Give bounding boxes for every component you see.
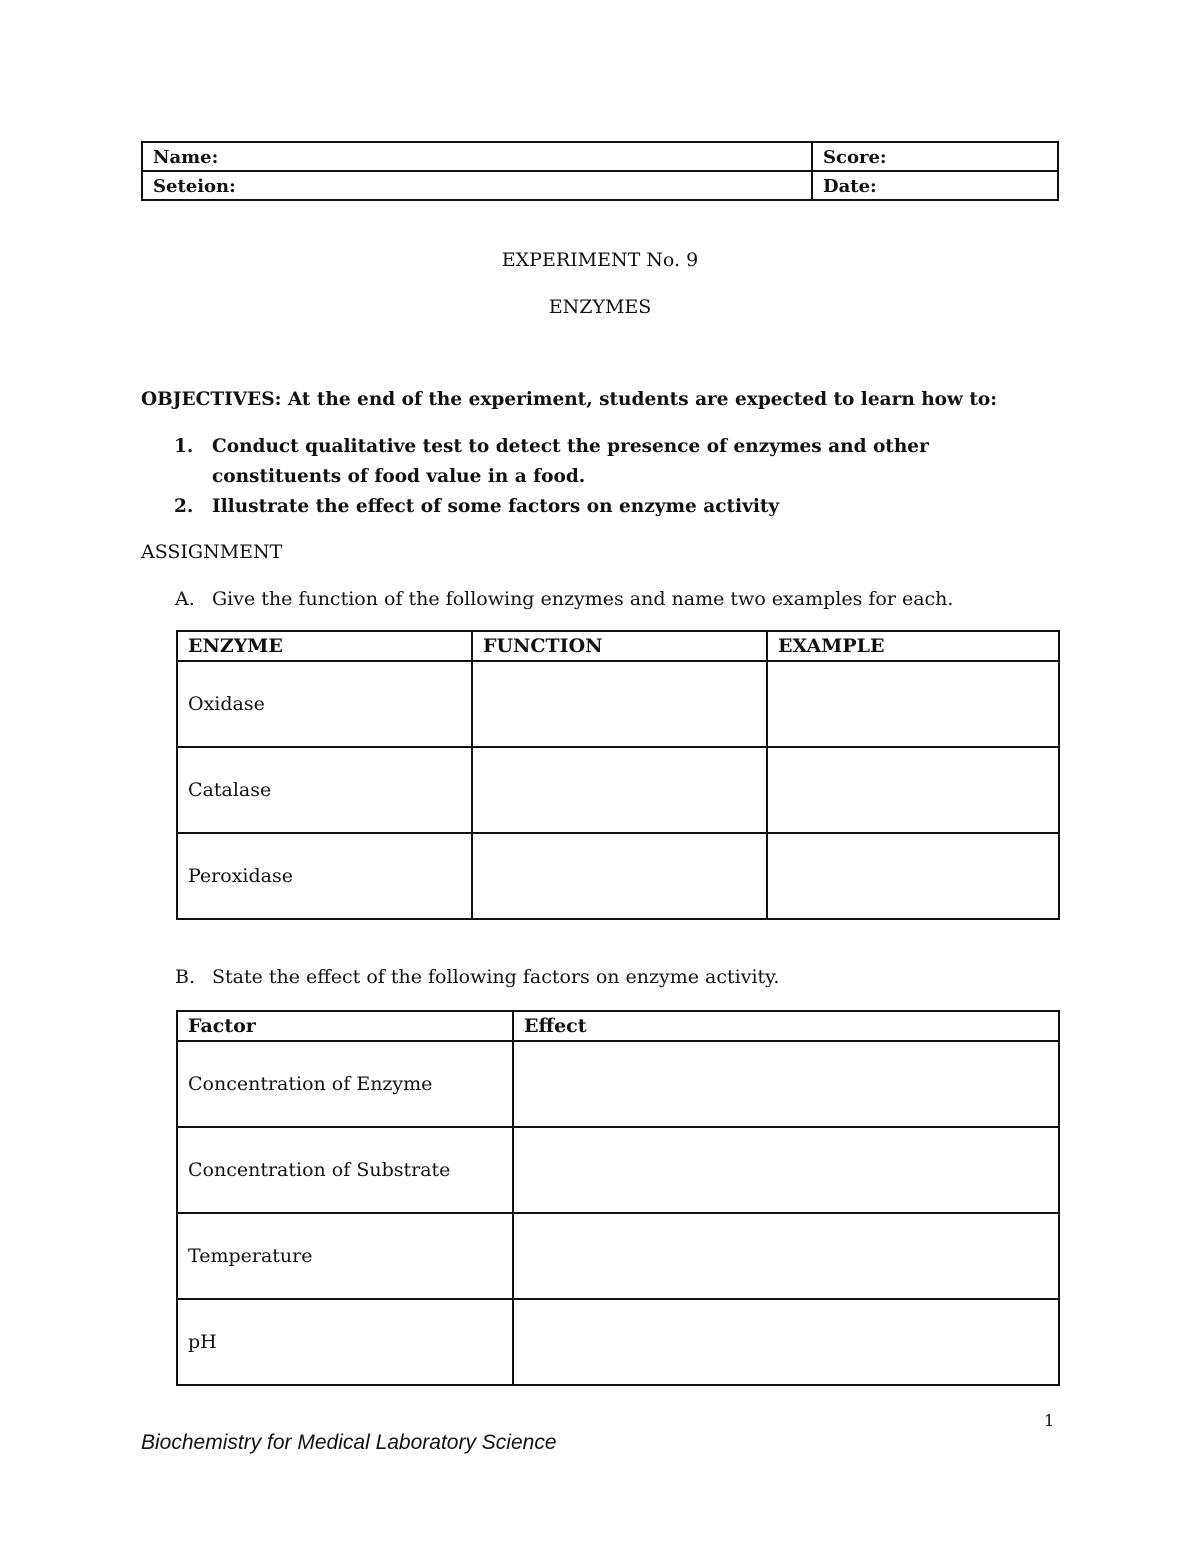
example-cell[interactable] bbox=[767, 833, 1059, 919]
page-number: 1 bbox=[1044, 1411, 1055, 1430]
table-row bbox=[177, 1127, 1059, 1213]
objective-text: Illustrate the effect of some factors on enzyme activity bbox=[212, 496, 780, 517]
function-cell[interactable] bbox=[472, 747, 767, 833]
column-header-factor: Factor bbox=[177, 1011, 513, 1041]
table-header-row bbox=[177, 631, 1059, 661]
experiment-title: ENZYMES bbox=[548, 296, 652, 318]
effect-cell[interactable] bbox=[513, 1213, 1059, 1299]
enzyme-cell: Peroxidase bbox=[177, 833, 472, 919]
factor-cell: Concentration of Enzyme bbox=[177, 1041, 513, 1127]
section-label: Seteion: bbox=[153, 175, 236, 197]
section-field[interactable] bbox=[142, 171, 812, 200]
factor-cell: Temperature bbox=[177, 1213, 513, 1299]
part-b-instruction: State the effect of the following factors on enzyme activity. bbox=[212, 966, 780, 988]
effect-cell[interactable] bbox=[513, 1127, 1059, 1213]
objectives-list bbox=[174, 432, 1064, 522]
part-a-instruction: Give the function of the following enzymes and name two examples for each. bbox=[212, 588, 954, 610]
table-header-row bbox=[177, 1011, 1059, 1041]
table-row bbox=[177, 1041, 1059, 1127]
assignment-heading: ASSIGNMENT bbox=[141, 541, 283, 563]
part-a-letter: A. bbox=[175, 588, 195, 610]
factor-table bbox=[176, 1010, 1060, 1386]
table-row bbox=[177, 747, 1059, 833]
score-label: Score: bbox=[823, 146, 887, 168]
example-cell[interactable] bbox=[767, 747, 1059, 833]
part-a-instruction-row bbox=[175, 588, 953, 610]
effect-cell[interactable] bbox=[513, 1041, 1059, 1127]
score-field[interactable] bbox=[812, 142, 1058, 171]
student-info-table bbox=[141, 141, 1059, 201]
table-row bbox=[177, 1299, 1059, 1385]
date-label: Date: bbox=[823, 175, 877, 197]
objective-number: 2. bbox=[174, 496, 194, 517]
factor-cell: pH bbox=[177, 1299, 513, 1385]
table-row bbox=[177, 661, 1059, 747]
enzyme-cell: Catalase bbox=[177, 747, 472, 833]
objective-item bbox=[174, 432, 1064, 492]
date-field[interactable] bbox=[812, 171, 1058, 200]
column-header-effect: Effect bbox=[513, 1011, 1059, 1041]
objective-text: Conduct qualitative test to detect the presence of enzymes and other constituents of food value in a food. bbox=[212, 436, 929, 487]
column-header-function: FUNCTION bbox=[472, 631, 767, 661]
name-field[interactable] bbox=[142, 142, 812, 171]
column-header-enzyme: ENZYME bbox=[177, 631, 472, 661]
enzyme-table bbox=[176, 630, 1060, 920]
column-header-example: EXAMPLE bbox=[767, 631, 1059, 661]
function-cell[interactable] bbox=[472, 833, 767, 919]
objectives-intro: OBJECTIVES: At the end of the experiment, students are expected to learn how to: bbox=[141, 389, 998, 410]
enzyme-cell: Oxidase bbox=[177, 661, 472, 747]
name-label: Name: bbox=[153, 146, 219, 168]
part-b-letter: B. bbox=[175, 966, 196, 988]
table-row bbox=[177, 833, 1059, 919]
part-b-instruction-row bbox=[175, 966, 779, 988]
objective-item bbox=[174, 492, 1064, 522]
footer-text: Biochemistry for Medical Laboratory Science bbox=[141, 1431, 557, 1454]
effect-cell[interactable] bbox=[513, 1299, 1059, 1385]
objective-number: 1. bbox=[174, 436, 194, 457]
factor-cell: Concentration of Substrate bbox=[177, 1127, 513, 1213]
function-cell[interactable] bbox=[472, 661, 767, 747]
table-row bbox=[177, 1213, 1059, 1299]
experiment-number: EXPERIMENT No. 9 bbox=[501, 249, 699, 271]
example-cell[interactable] bbox=[767, 661, 1059, 747]
